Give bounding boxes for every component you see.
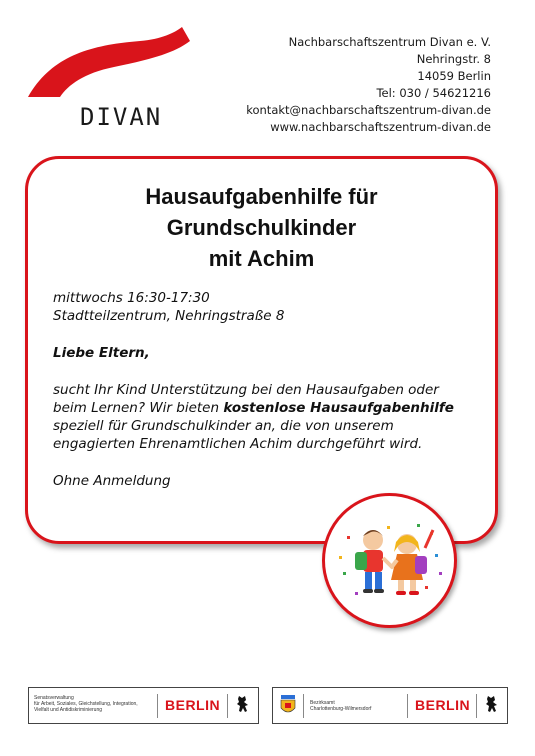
org-line: Senatsverwaltung [34,695,74,701]
berlin-wordmark: BERLIN [165,697,221,713]
children-with-backpacks-illustration [325,496,454,625]
org-line: Vielfalt und Antidiskriminierung [34,707,103,713]
berlin-wordmark: BERLIN [415,697,471,713]
district-crest-icon [280,694,296,716]
city: 14059 Berlin [417,69,491,83]
district-org-text [310,700,371,712]
divan-logo [22,25,192,135]
schedule: mittwochs 16:30-17:30 [53,290,210,306]
registration-note: Ohne Anmeldung [53,473,171,489]
address-block [246,34,491,136]
org-line: für Arbeit, Soziales, Gleichstellung, Integration, [34,701,138,707]
title-line: Grundschulkinder [166,215,357,240]
footer-district-logo [272,687,508,724]
logo-text: DIVAN [80,103,163,131]
org-line: Bezirksamt [310,700,335,706]
phone: Tel: 030 / 54621216 [376,86,491,100]
berlin-bear-icon [234,693,252,719]
email-link[interactable]: kontakt@nachbarschaftszentrum-divan.de [246,103,491,117]
description-text-end: speziell für Grundschulkinder an, die von unserem engagierten Ehrenamtlichen Achim durchgeführt wird. [53,418,423,452]
org-line: Charlottenburg-Wilmersdorf [310,706,372,712]
org-name: Nachbarschaftszentrum Divan e. V. [288,35,491,49]
description-highlight: kostenlose Hausaufgabenhilfe [223,400,454,416]
description [53,381,473,453]
senate-org-text [34,695,138,713]
title-line: Hausaufgabenhilfe für [145,184,378,209]
title-line: mit Achim [208,246,315,271]
card-body [53,289,473,490]
website-link[interactable]: www.nachbarschaftszentrum-divan.de [270,120,491,134]
card-title [28,181,495,274]
footer-senate-logo [28,687,259,724]
description-text: sucht Ihr Kind Unterstützung bei den Hausaufgaben oder beim Lernen? Wir bieten [53,382,439,416]
info-card [25,156,498,544]
illustration-circle [322,493,457,628]
street: Nehringstr. 8 [416,52,491,66]
location: Stadtteilzentrum, Nehringstraße 8 [53,308,285,324]
berlin-bear-icon [483,693,501,719]
greeting: Liebe Eltern, [53,345,150,361]
